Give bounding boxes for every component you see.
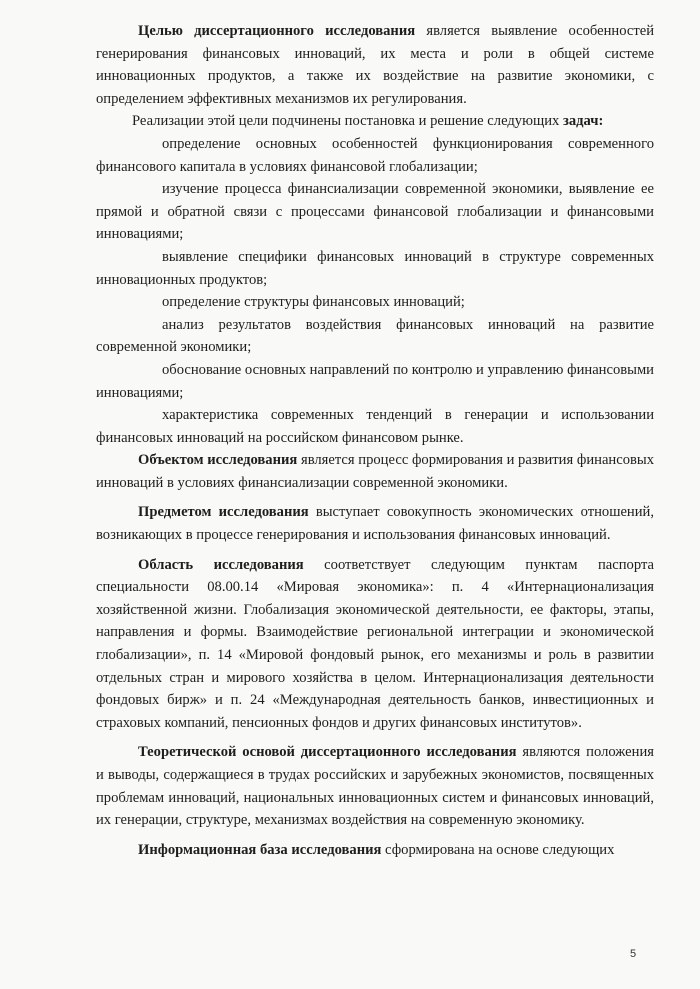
page-number: 5	[630, 948, 637, 960]
paragraph-info-base: Информационная база исследования сформирована на основе следующих	[138, 841, 615, 858]
task-item: характеристика современных тенденций в генерации и использовании финансовых инноваций на российском финансовом рынке.	[96, 407, 654, 446]
bold-term: Теоретической основой диссертационного исследования	[138, 744, 517, 761]
task-item: определение основных особенностей функционирования современного финансового капитала в условиях финансовой глобализации;	[96, 135, 654, 175]
paragraph-area: Область исследования соответствует следующим пунктам паспорта специальности 08.00.14 «Мировая экономика»: п. 4 «Интернационализация хозяйственной жизни. Глобализация экономической деятельности, ее факторы, этапы, направления и формы. Взаимодействие региональной интеграции и экономической глобализации», п. 14 «Мировой фондовый рынок, его механизмы и роль в развитии отдельных стран и мирового хозяйства в целом. Интернационализация деятельности фондовых бирж» и п. 24 «Международная деятельность банков, инвестиционных и страховых компаний, пенсионных фондов и других финансовых институтов».	[96, 556, 654, 731]
bold-term: Объектом исследования	[138, 452, 298, 469]
task-item: обоснование основных направлений по контролю и управлению финансовыми инновациями;	[96, 361, 654, 401]
task-item: определение структуры финансовых инноваций;	[162, 294, 465, 311]
bold-term: Область исследования	[138, 556, 304, 573]
paragraph-subject: Предметом исследования выступает совокупность экономических отношений, возникающих в процессе генерирования и использования финансовых инноваций.	[96, 504, 654, 544]
bold-term: Предметом исследования	[138, 504, 309, 521]
bold-term: Целью диссертационного исследования	[138, 23, 416, 39]
bold-term: Информационная база исследования	[138, 841, 382, 858]
document-body	[96, 20, 654, 861]
task-item: анализ результатов воздействия финансовых инноваций на развитие современной экономики;	[96, 316, 654, 356]
bold-term: задач:	[562, 113, 604, 130]
paragraph-theory: Теоретической основой диссертационного исследования являются положения и выводы, содержащиеся в трудах российских и зарубежных экономистов, посвященных проблемам инноваций, национальных инновационных систем и финансовых инноваций, их генерации, структуре, механизмах воздействия на современную экономику.	[96, 744, 654, 829]
task-item: выявление специфики финансовых инноваций в структуре современных инновационных продуктов;	[96, 248, 654, 288]
task-item: изучение процесса финансиализации современной экономики, выявление ее прямой и обратной связи с процессами финансовой глобализации и финансовыми инновациями;	[96, 181, 654, 243]
paragraph-goal: Целью диссертационного исследования является выявление особенностей генерирования финансовых инноваций, их места и роли в общей системе инновационных продуктов, а также их воздействие на развитие экономики, с определением эффективных механизмов их регулирования.	[96, 23, 655, 107]
paragraph-object: Объектом исследования является процесс формирования и развития финансовых инноваций в условиях финансиализации современной экономики.	[96, 452, 654, 491]
paragraph-tasks-intro: Реализации этой цели подчинены постановка и решение следующих задач:	[132, 113, 604, 130]
